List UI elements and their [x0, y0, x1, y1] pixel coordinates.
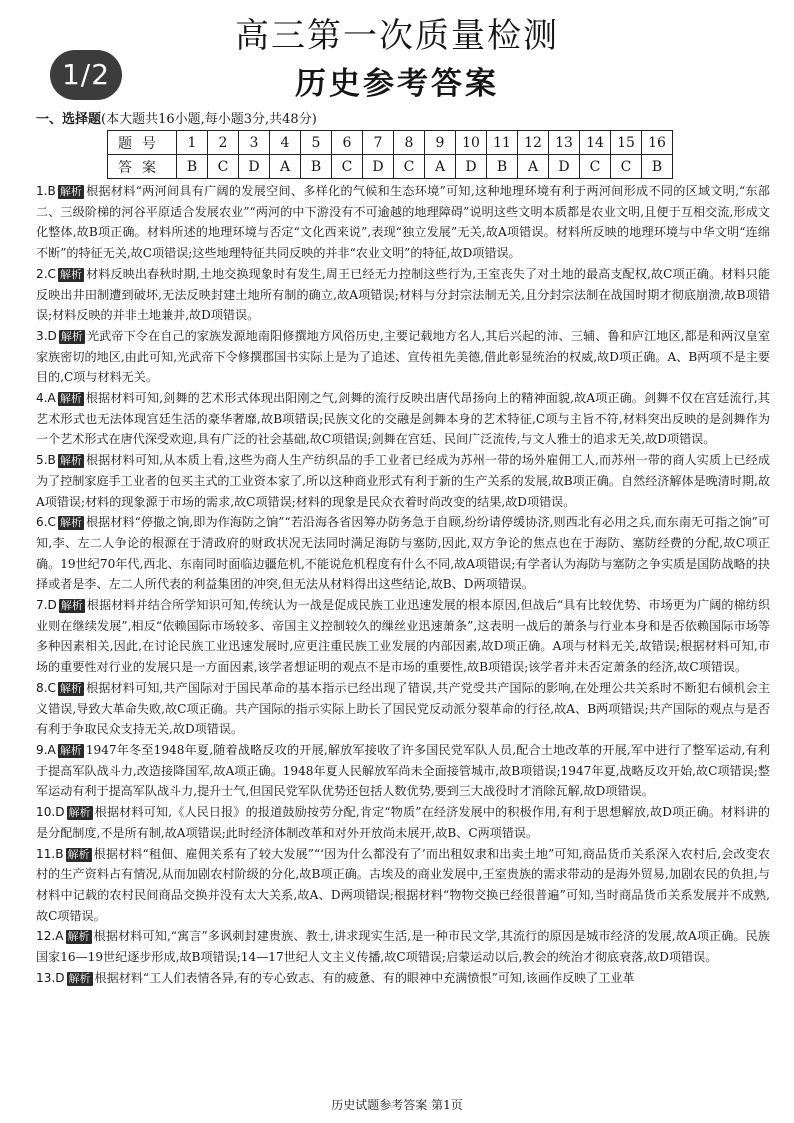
q-number: 7	[363, 131, 394, 155]
q-answer: C	[611, 155, 642, 179]
q-number: 13	[549, 131, 580, 155]
item-number: 13.D	[36, 970, 65, 985]
analysis-tag: 解析	[59, 392, 82, 406]
analysis-tag: 解析	[59, 454, 82, 468]
q-answer: B	[487, 155, 518, 179]
item-number: 3.D	[36, 328, 57, 343]
item-text: 根据材料“停撤之饷,即为作海防之饷”“若沿海各省因筹办防务急于自顾,纷纷请停缓协济,则西北有必用之兵,而东南无可指之饷”可知,李、左二人争论的根源在于清政府的财政状况无法同时满足海防与塞防,因此,双方争论的焦点也在于海防、塞防经费的分配,故C项正确。19世纪70年代,西北、东南同时面临边疆危机,不能说危机程度有什么不同,故A项错误;有学者认为海防与塞防之争实质是国防战略的抉择或者是李、左二人所代表的利益集团的冲突,但无法从材料得出这些结论,故B、D两项错误。	[36, 515, 770, 592]
explanation-item	[36, 326, 770, 388]
row-label-answer: 答案	[108, 155, 177, 179]
item-text: 根据材料并结合所学知识可知,传统认为一战是促成民族工业迅速发展的根本原因,但战后“具有比较优势、市场更为广阔的棉纺织业则在继续发展”,相反“依赖国际市场较多、帝国主义控制较久的缫丝业迅速萧条”,这表明一战后的萧条与行业本身和是否依赖国际市场等多种因素相关,因此,在讨论民族工业迅速发展时,应更注重民族工业发展的内部因素,故D项正确。A项与材料无关,故错误;根据材料可知,市场的重要性对行业的发展只是一方面因素,该学者想证明的观点不是市场的重要性,故B项错误;该学者并未否定萧条的经济,故C项错误。	[36, 598, 770, 675]
q-number: 2	[208, 131, 239, 155]
q-number: 1	[177, 131, 208, 155]
q-answer: D	[239, 155, 270, 179]
q-number: 3	[239, 131, 270, 155]
explanation-item	[36, 678, 770, 740]
q-number: 9	[425, 131, 456, 155]
analysis-tag: 解析	[59, 267, 82, 281]
q-answer: C	[394, 155, 425, 179]
item-number: 7.D	[36, 598, 57, 613]
q-number: 16	[642, 131, 673, 155]
explanation-item	[36, 388, 770, 450]
q-answer: D	[363, 155, 394, 179]
item-text: 根据材料“租佃、雇佣关系有了较大发展”“‘因为什么都没有了’而出租奴隶和出卖土地”可知,商品货币关系深入农村后,会改变农村的生产资料占有情况,从而加剧农村阶级的分化,故B项正确。古埃及的商业发展中,王室贵族的需求带动的是海外贸易,加剧农民的负担,与材料中记载的农村民间商品交换并没有太大关系,故A、D两项错误;根据材料“物物交换已经很普遍”可知,当时商品货币关系发展并不成熟,故C项错误。	[36, 846, 770, 923]
explanation-item	[36, 740, 770, 802]
question-number-row	[108, 131, 673, 155]
item-text: 根据材料可知,从本质上看,这些为商人生产纺织品的手工业者已经成为苏州一带的场外雇佣工人,而苏州一带的商人实质上已经成为了控制家庭手工业者的包买主式的工业资本家了,所以这种商业形式有利于新的生产关系的发展,故B项正确。自然经济解体是晚清时期,故A项错误;材料的现象源于市场的需求,故C项错误;材料的现象是民众衣着时尚改变的结果,故D项错误。	[36, 453, 770, 509]
q-answer: C	[580, 155, 611, 179]
page-badge: 1/2	[50, 50, 122, 100]
explanation-item	[36, 450, 770, 512]
row-label-number: 题号	[108, 131, 177, 155]
explanation-item	[36, 926, 770, 967]
item-number: 1.B	[36, 184, 56, 198]
q-answer: B	[301, 155, 332, 179]
q-number: 5	[301, 131, 332, 155]
explanation-item	[36, 802, 770, 843]
section-heading	[36, 108, 317, 127]
item-text: 根据材料“工人们表情各异,有的专心致志、有的疲惫、有的眼神中充满愤恨”可知,该画作反映了工业革	[94, 970, 635, 985]
item-number: 11.B	[36, 846, 64, 861]
item-text: 根据材料可知,剑舞的艺术形式体现出阳刚之气,剑舞的流行反映出唐代昂扬向上的精神面貌,故A项正确。剑舞不仅在宫廷流行,其艺术形式也无法体现宫廷生活的豪华奢靡,故B项错误;民族文化的交融是剑舞本身的艺术特征,C项与主旨不符,材料突出反映的是剑舞作为一个艺术形式在唐代深受欢迎,具有广泛的社会基础,故C项错误;剑舞在宫廷、民间广泛流传,与文人雅士的追求无关,故D项错误。	[36, 391, 770, 447]
item-text: 根据材料可知,共产国际对于国民革命的基本指示已经出现了错误,共产党受共产国际的影响,在处理公共关系时不断犯右倾机会主义错误,导致大革命失败,故C项正确。共产国际的指示实际上助长了国民党反动派分裂革命的行径,故A、B两项错误;共产国际的观点与是否有利于争取民众支持无关,故D项错误。	[36, 680, 770, 737]
analysis-tag: 解析	[59, 516, 82, 530]
page-footer: 历史试题参考答案 第1页	[331, 1098, 463, 1112]
item-number: 10.D	[36, 805, 65, 820]
explanation-item	[36, 968, 770, 989]
analysis-tag: 解析	[67, 847, 90, 861]
q-answer: A	[425, 155, 456, 179]
answer-row	[108, 155, 673, 179]
document-subtitle: 历史参考答案	[295, 66, 499, 102]
item-text: 光武帝下令在自己的家族发源地南阳修撰地方风俗历史,主要记载地方名人,其后兴起的沛、三辅、鲁和庐江地区,都是和两汉皇室家族密切的地区,由此可知,光武帝下令修撰郡国书实际上是为了追述、宣传祖先美德,借此彰显统治的权威,故D项正确。A、B两项不是主要目的,C项与材料无关。	[36, 328, 770, 385]
item-text: 1947年冬至1948年夏,随着战略反攻的开展,解放军接收了许多国民党军队人员,配合土地改革的开展,军中进行了整军运动,有利于提高军队战斗力,改造接降国军,故A项正确。1948年夏人民解放军尚未全面接管城市,故B项错误;1947年夏,战略反攻开始,故C项错误;整军运动有利于提高军队战斗力,提升士气,但国民党军队优势还包括人数优势,要到三大战役时才消除瓦解,故D项错误。	[36, 742, 770, 799]
analysis-tag: 解析	[68, 971, 91, 985]
q-answer: A	[270, 155, 301, 179]
item-text: 材料反映出春秋时期,土地交换现象时有发生,周王已经无力控制这些行为,王室丧失了对土地的最高支配权,故C项正确。材料只能反映出井田制遭到破坏,无法反映封建土地所有制的确立,故A项错误;材料与分封宗法制无关,且分封宗法制在战国时期才彻底崩溃,故B项错误;材料反映的并非土地兼并,故D项错误。	[36, 266, 770, 323]
analysis-tag: 解析	[60, 329, 83, 343]
item-number: 4.A	[36, 391, 56, 406]
explanation-item	[36, 844, 770, 927]
q-answer: D	[456, 155, 487, 179]
explanation-item	[36, 181, 770, 264]
item-text: 根据材料“两河间具有广阔的发展空间、多样化的气候和生态环境”可知,这种地理环境有利于两河间形成不同的区域文明,“东部二、三级阶梯的河谷平原适合发展农业”“两河的中下游没有不可逾越的地理障碍”说明这些文明本质都是农业文明,且便于互相交流,形成文化整体,故B项正确。材料所述的地理环境与否定“文化西来说”,表现“独立发展”无关,故A项错误。材料所反映的地理环境与中华文明“连绵不断”的特征无关,故C项错误;这些地理特征共同反映的并非“农业文明”的特征,故D项错误。	[36, 184, 770, 261]
analysis-tag: 解析	[59, 681, 82, 695]
item-number: 9.A	[36, 742, 56, 757]
q-number: 8	[394, 131, 425, 155]
analysis-tag: 解析	[60, 599, 83, 613]
q-answer: B	[177, 155, 208, 179]
item-text: 根据材料可知,“寓言”多讽刺封建贵族、教士,讲求现实生活,是一种市民文学,其流行的原因是城市经济的发展,故A项正确。民族国家16—19世纪逐步形成,故B项错误;14—17世纪人文主义传播,故C项错误;启蒙运动以后,教会的统治才彻底衰落,故D项错误。	[36, 929, 770, 965]
item-number: 12.A	[36, 929, 64, 944]
q-number: 6	[332, 131, 363, 155]
q-number: 10	[456, 131, 487, 155]
explanation-item	[36, 595, 770, 678]
item-number: 5.B	[36, 453, 56, 468]
q-answer: C	[332, 155, 363, 179]
q-number: 14	[580, 131, 611, 155]
explanations	[36, 181, 770, 988]
explanation-item	[36, 264, 770, 326]
section-label: 一、选择题	[36, 112, 102, 127]
item-number: 6.C	[36, 515, 56, 530]
analysis-tag: 解析	[59, 185, 82, 198]
q-answer: D	[549, 155, 580, 179]
item-number: 8.C	[36, 680, 56, 695]
analysis-tag: 解析	[59, 743, 82, 757]
item-text: 根据材料可知,《人民日报》的报道鼓励按劳分配,肯定“物质”在经济发展中的积极作用,有利于思想解放,故D项正确。材料讲的是分配制度,不是所有制,故A项错误;此时经济体制改革和对外开放尚未展开,故B、C两项错误。	[36, 805, 770, 840]
item-number: 2.C	[36, 266, 56, 281]
q-number: 12	[518, 131, 549, 155]
q-number: 15	[611, 131, 642, 155]
q-number: 4	[270, 131, 301, 155]
q-answer: A	[518, 155, 549, 179]
analysis-tag: 解析	[68, 806, 91, 820]
analysis-tag: 解析	[67, 930, 90, 944]
section-note: (本大题共16小题,每小题3分,共48分)	[101, 112, 317, 127]
answer-table	[107, 130, 673, 179]
exam-title: 高三第一次质量检测	[235, 16, 559, 56]
q-answer: B	[642, 155, 673, 179]
explanation-item	[36, 512, 770, 595]
q-answer: C	[208, 155, 239, 179]
q-number: 11	[487, 131, 518, 155]
